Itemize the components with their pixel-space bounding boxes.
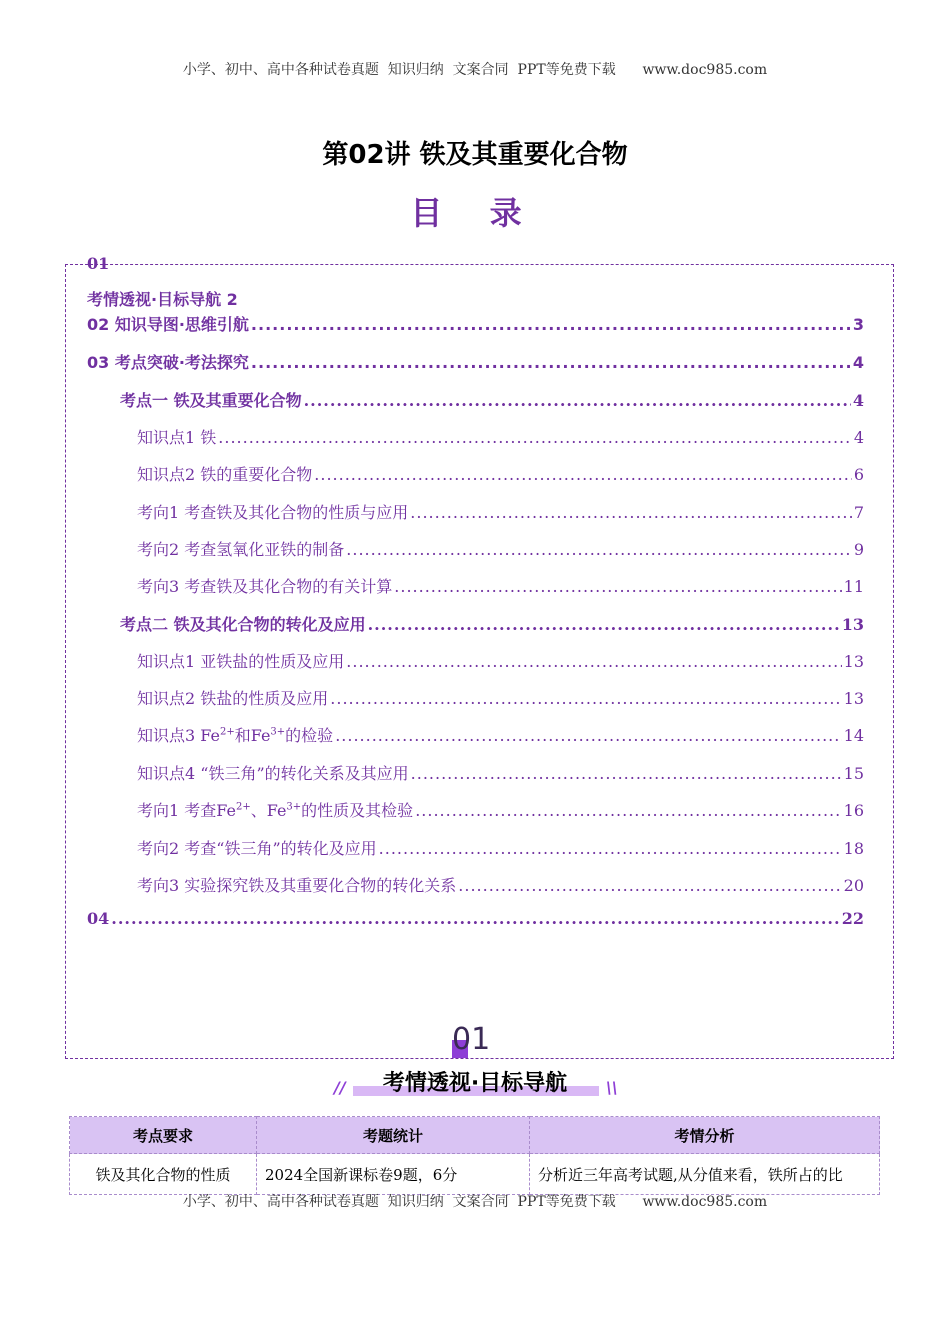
toc-entry-page: 18	[843, 839, 864, 858]
toc-entry-label: 考点一 铁及其重要化合物	[120, 391, 302, 410]
toc-entry-label: 03 考点突破·考法探究	[87, 353, 249, 372]
section-title: 考情透视·目标导航	[382, 1071, 568, 1096]
toc-leader	[111, 909, 839, 928]
toc-entry-kaoxiang-2[interactable]	[137, 537, 864, 560]
toc-entry-kaoxiang-3[interactable]	[137, 574, 864, 597]
toc-entry-page: 15	[843, 764, 864, 783]
toc-entry-kaodian-2[interactable]	[120, 612, 864, 635]
toc-entry-label: 知识点1 铁	[137, 428, 217, 447]
toc-entry-label: 考向2 考查“铁三角”的转化及应用	[137, 839, 377, 858]
toc-entry-zhishi-2-1[interactable]	[137, 649, 864, 672]
toc-entry-label: 02 知识导图·思维引航	[87, 315, 249, 334]
toc-entry-04[interactable]	[87, 909, 864, 928]
toc-entry-zhishi-2-4[interactable]	[137, 761, 864, 784]
toc-entry-label: 考向3 实验探究铁及其重要化合物的转化关系	[137, 876, 457, 895]
toc-entry-kaoxiang-2-1[interactable]	[137, 798, 864, 821]
toc-leader	[330, 689, 841, 708]
toc-entry-page: 22	[841, 909, 864, 928]
table-cell: 2024全国新课标卷9题，6分	[257, 1154, 530, 1195]
toc-entry-label: 考向1 考查铁及其化合物的性质与应用	[137, 503, 409, 522]
toc-leader	[394, 577, 841, 596]
toc-entry-zhishi-2[interactable]	[137, 462, 864, 485]
table-header: 考题统计	[257, 1117, 530, 1154]
toc-entry-kaoxiang-2-3[interactable]	[137, 873, 864, 896]
toc-entry-label: 考向3 考查铁及其化合物的有关计算	[137, 577, 393, 596]
toc-leader	[346, 652, 841, 671]
toc-entry-label: 考点二 铁及其化合物的转化及应用	[120, 615, 366, 634]
exam-stat-table	[69, 1116, 880, 1195]
toc-entry-02[interactable]	[87, 312, 864, 335]
toc-entry-label: 知识点3 $Fe^{2+}$和$Fe^{3+}$的检验	[137, 726, 334, 745]
toc-entry-label: 04	[87, 909, 110, 928]
toc-entry-page: 4	[852, 391, 864, 410]
toc-leader	[458, 876, 841, 895]
toc-entry-label: 知识点1 亚铁盐的性质及应用	[137, 652, 345, 671]
toc-entry-label: 考向2 考查氢氧化亚铁的制备	[137, 540, 345, 559]
section-left-decoration: //	[334, 1078, 346, 1097]
toc-entry-label: 考情透视·目标导航	[87, 290, 222, 309]
toc-leader	[218, 428, 852, 447]
toc-entry-page: 13	[843, 652, 864, 671]
toc-leader	[379, 839, 842, 858]
toc-entry-first[interactable]	[87, 287, 238, 310]
toc-leader	[314, 465, 852, 484]
toc-leader	[304, 391, 851, 410]
toc-entry-page: 4	[853, 428, 864, 447]
table-header: 考情分析	[530, 1117, 880, 1154]
toc-entry-kaodian-1[interactable]	[120, 388, 864, 411]
toc-entry-page: 2	[226, 290, 238, 309]
toc-entry-page: 13	[841, 615, 864, 634]
toc-leader	[251, 315, 851, 334]
toc-entry-zhishi-2-3[interactable]	[137, 723, 864, 746]
table-cell: 铁及其化合物的性质	[70, 1154, 257, 1195]
toc-entry-label: 知识点2 铁盐的性质及应用	[137, 689, 329, 708]
toc-leader	[411, 764, 842, 783]
toc-entry-page: 13	[843, 689, 864, 708]
document-title: 第02讲 铁及其重要化合物	[322, 140, 628, 170]
toc-leader	[415, 801, 841, 820]
table-cell: 分析近三年高考试题,从分值来看，铁所占的比	[530, 1154, 880, 1195]
toc-first-number: 01	[87, 254, 110, 273]
table-header-row	[70, 1117, 880, 1154]
toc-leader	[410, 503, 852, 522]
page-footer: 小学、初中、高中各种试卷真题 知识归纳 文案合同 PPT等免费下载 www.doc985.com	[182, 1194, 768, 1210]
toc-entry-page: 14	[843, 726, 864, 745]
toc-entry-page: 3	[852, 315, 864, 334]
toc-title: 目 录	[410, 194, 540, 232]
toc-entry-page: 6	[853, 465, 864, 484]
toc-entry-kaoxiang-1[interactable]	[137, 500, 864, 523]
toc-entry-page: 16	[843, 801, 864, 820]
toc-entry-label: 考向1 考查$Fe^{2+}$、$Fe^{3+}$的性质及其检验	[137, 801, 414, 820]
page-header: 小学、初中、高中各种试卷真题 知识归纳 文案合同 PPT等免费下载 www.doc985.com	[182, 62, 768, 78]
toc-leader	[346, 540, 852, 559]
table-header: 考点要求	[70, 1117, 257, 1154]
toc-entry-zhishi-2-2[interactable]	[137, 686, 864, 709]
table-row	[70, 1154, 880, 1195]
toc-leader	[251, 353, 851, 372]
toc-entry-page: 4	[852, 353, 864, 372]
toc-entry-zhishi-1[interactable]	[137, 425, 864, 448]
toc-leader	[368, 615, 840, 634]
section-number: 01	[452, 1022, 491, 1057]
toc-entry-label: 知识点4 “铁三角”的转化关系及其应用	[137, 764, 409, 783]
toc-entry-page: 9	[853, 540, 864, 559]
toc-leader	[335, 726, 841, 745]
section-right-decoration: \\	[606, 1078, 618, 1097]
toc-entry-page: 7	[853, 503, 864, 522]
toc-entry-03[interactable]	[87, 350, 864, 373]
toc-entry-kaoxiang-2-2[interactable]	[137, 836, 864, 859]
toc-entry-label: 知识点2 铁的重要化合物	[137, 465, 313, 484]
toc-entry-page: 20	[843, 876, 864, 895]
toc-entry-page: 11	[843, 577, 864, 596]
